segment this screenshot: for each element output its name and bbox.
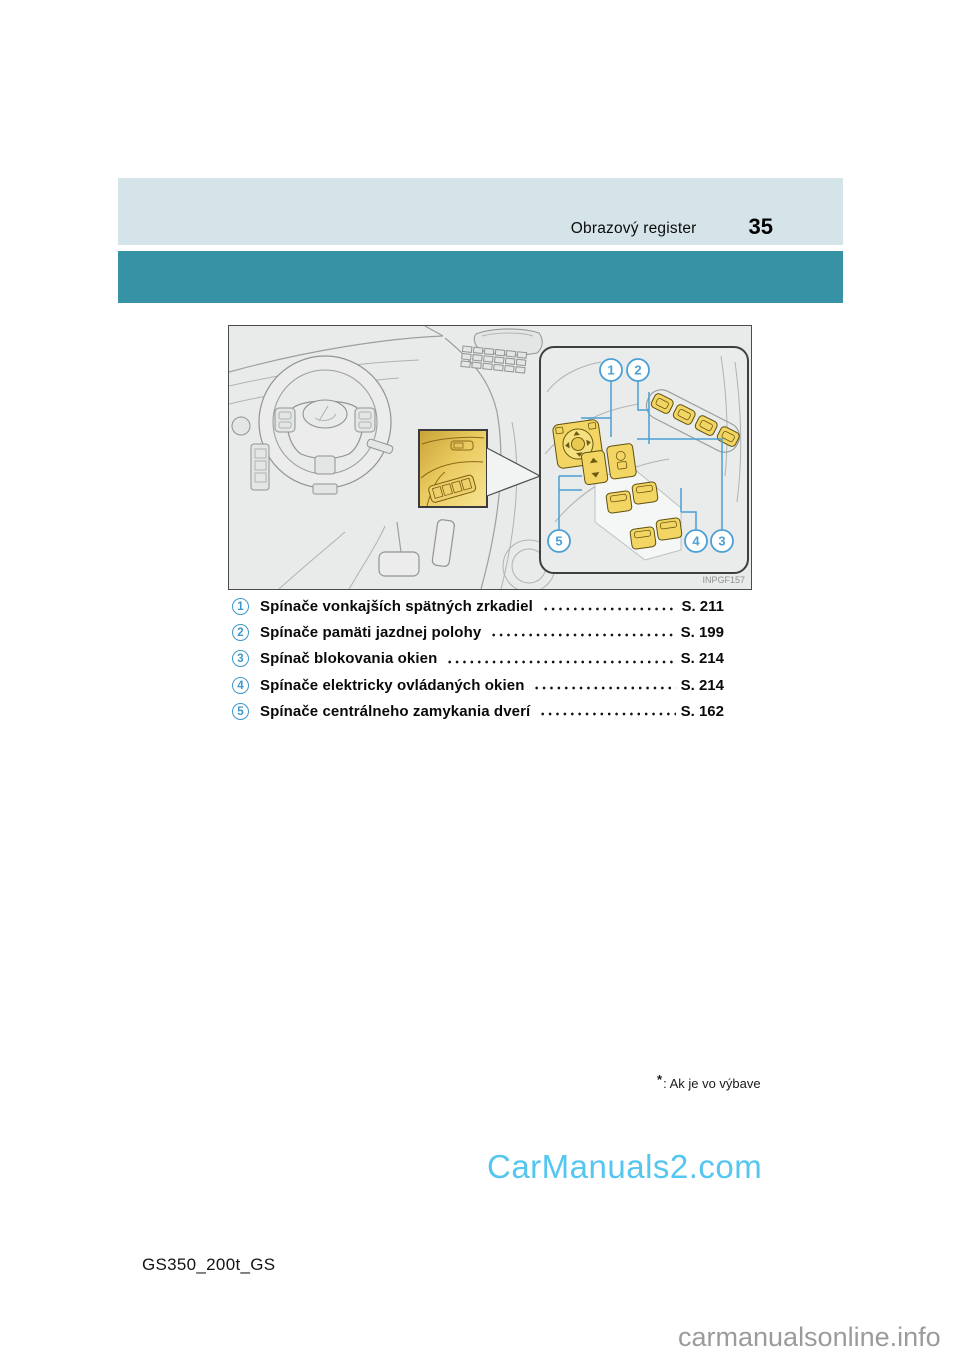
dot-leader <box>531 677 675 693</box>
figure-interior-illustration <box>228 325 752 590</box>
dot-leader <box>444 651 675 667</box>
dot-leader <box>537 703 675 719</box>
legend-badge-2: 2 <box>232 624 249 641</box>
site-watermark: carmanualsonline.info <box>678 1322 941 1352</box>
header-band <box>118 178 843 245</box>
legend-label: Spínače centrálneho zamykania dverí <box>260 702 531 720</box>
legend-badge-1: 1 <box>232 598 249 615</box>
callout-badge-3 <box>711 530 733 552</box>
legend-label: Spínač blokovania okien <box>260 650 438 668</box>
callout-badge-5 <box>548 530 570 552</box>
dot-leader <box>488 624 675 640</box>
legend-badge-3: 3 <box>232 650 249 667</box>
document-code: GS350_200t_GS <box>142 1255 276 1274</box>
legend-page-ref: S. 199 <box>680 623 724 641</box>
lexus-emblem <box>303 400 347 428</box>
steering-wheel <box>259 356 391 494</box>
legend-label: Spínače pamäti jazdnej polohy <box>260 623 482 641</box>
page-number: 35 <box>748 214 773 240</box>
legend-page-ref: S. 211 <box>681 597 724 615</box>
callout-badge-1 <box>600 359 622 381</box>
section-title: Obrazový register <box>570 220 697 237</box>
svg-text:2: 2 <box>634 362 642 378</box>
legend-item-5 <box>232 698 724 724</box>
carmanuals2-watermark: CarManuals2.com <box>487 1148 763 1185</box>
inset-pointer-wedge <box>487 448 540 496</box>
car-interior-drawing <box>229 326 751 589</box>
legend-item-3 <box>232 646 724 672</box>
figure-legend <box>232 593 724 724</box>
svg-text:1: 1 <box>607 362 615 378</box>
legend-page-ref: S. 214 <box>680 650 724 668</box>
legend-label: Spínače vonkajších spätných zrkadiel <box>260 597 533 615</box>
callout-badge-4 <box>685 530 707 552</box>
dot-leader <box>540 598 677 614</box>
svg-text:4: 4 <box>692 533 700 549</box>
legend-page-ref: S. 214 <box>680 676 724 694</box>
legend-label: Spínače elektricky ovládaných okien <box>260 676 525 694</box>
legend-item-1 <box>232 593 724 619</box>
footnote <box>657 1072 761 1091</box>
svg-text:5: 5 <box>555 533 563 549</box>
teal-divider-band <box>118 251 843 303</box>
legend-badge-4: 4 <box>232 677 249 694</box>
legend-item-2 <box>232 619 724 645</box>
svg-text:3: 3 <box>718 533 726 549</box>
callout-badge-2 <box>627 359 649 381</box>
zoom-inset-gold <box>419 430 487 507</box>
legend-page-ref: S. 162 <box>680 702 724 720</box>
footnote-asterisk: * <box>657 1072 663 1087</box>
footnote-text: : Ak je vo výbave <box>663 1076 761 1091</box>
legend-badge-5: 5 <box>232 703 249 720</box>
figure-code: INPGF157 <box>702 575 745 585</box>
door-switch-panel <box>540 347 748 573</box>
legend-item-4 <box>232 672 724 698</box>
